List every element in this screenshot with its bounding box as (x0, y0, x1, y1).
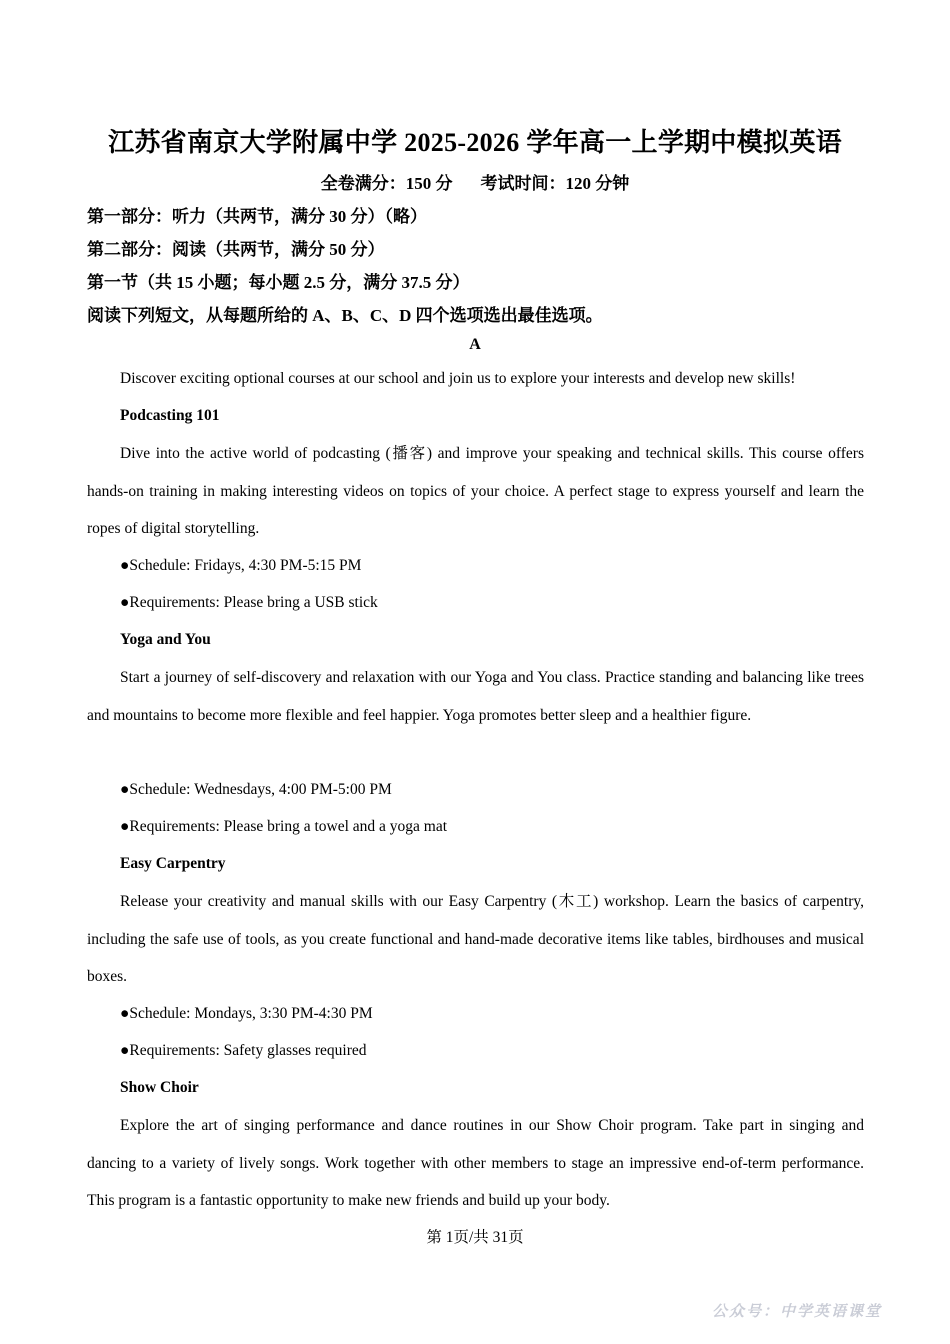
course-schedule: ●Schedule: Wednesdays, 4:00 PM-5:00 PM (120, 781, 392, 798)
course-description: Start a journey of self-discovery and relaxation with our Yoga and You class. Practice standing and balancing like trees and mountains to become more flexible and feel happier. Yoga promotes better sleep and a healthier figure. (87, 669, 864, 724)
passage-letter: A (469, 336, 481, 353)
score-time-line (0, 169, 950, 194)
directions: 阅读下列短文，从每题所给的 A、B、C、D 四个选项选出最佳选项。 (87, 306, 603, 325)
page-title: 江苏省南京大学附属中学 2025-2026 学年高一上学期中模拟英语 (108, 128, 842, 157)
full-score: 全卷满分：150 分 (320, 174, 453, 193)
exam-time: 考试时间：120 分钟 (480, 174, 630, 193)
course-heading: Show Choir (120, 1079, 199, 1096)
part2-instruction: 第二部分：阅读（共两节，满分 50 分） (87, 240, 385, 259)
passage-intro: Discover exciting optional courses at our school and join us to explore your interests and develop new skills! (120, 370, 796, 387)
section1-instruction: 第一节（共 15 小题；每小题 2.5 分，满分 37.5 分） (87, 273, 470, 292)
page-number: 第 1页/共 31页 (426, 1229, 524, 1246)
course-requirements: ●Requirements: Please bring a towel and a yoga mat (120, 818, 448, 835)
watermark: 公众号：中学英语课堂 (711, 1302, 882, 1320)
course-schedule: ●Schedule: Fridays, 4:30 PM-5:15 PM (120, 557, 362, 574)
course-schedule: ●Schedule: Mondays, 3:30 PM-4:30 PM (120, 1005, 373, 1022)
course-heading: Podcasting 101 (120, 407, 220, 424)
course-requirements: ●Requirements: Please bring a USB stick (120, 594, 378, 611)
course-requirements: ●Requirements: Safety glasses required (120, 1042, 367, 1059)
course-heading: Yoga and You (120, 631, 211, 648)
course-heading: Easy Carpentry (120, 855, 226, 872)
course-description: Release your creativity and manual skills with our Easy Carpentry (木工) workshop. Learn the basics of carpentry, including the safe use of tools, as you create functional and hand-made decorative items like tables, birdhouses and musical boxes. (87, 893, 864, 985)
part1-instruction: 第一部分：听力（共两节，满分 30 分）（略） (87, 207, 427, 226)
course-description: Dive into the active world of podcasting (播客) and improve your speaking and technical skills. This course offers hands-on training in making interesting videos on topics of your choice. A perfect stage to express yourself and learn the ropes of digital storytelling. (87, 445, 864, 537)
course-description: Explore the art of singing performance and dance routines in our Show Choir program. Take part in singing and dancing to a variety of lively songs. Work together with other members to stage an impressive end-of-term performance. This program is a fantastic opportunity to make new friends and build up your body. (87, 1117, 864, 1209)
